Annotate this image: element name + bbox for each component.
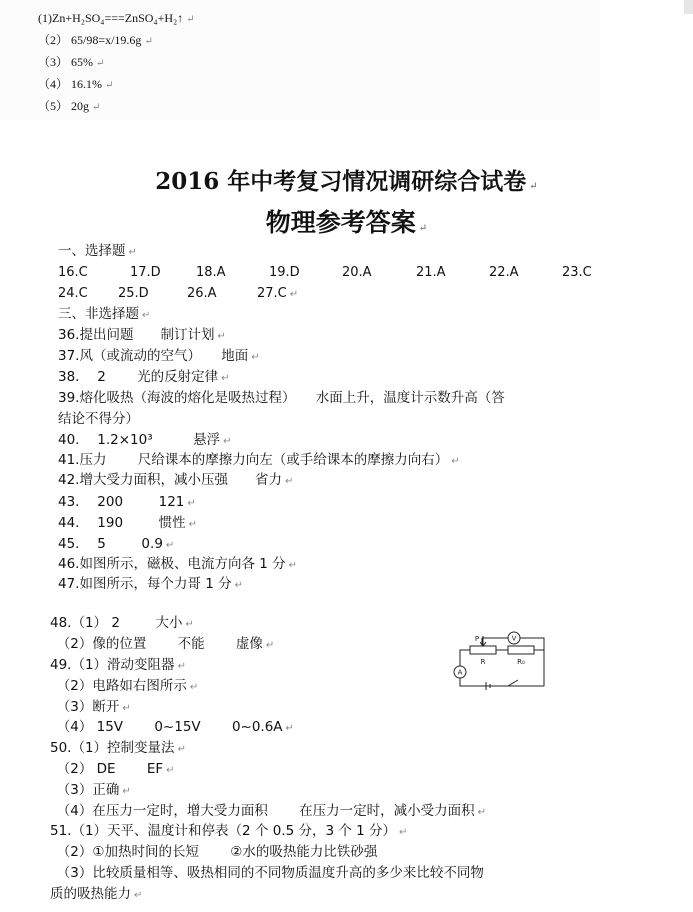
answer-line: 41.压力 尺给课本的摩擦力向左（或手给课本的摩擦力向右） ↵ (58, 452, 460, 468)
answer-line: 质的吸热能力 ↵ (50, 886, 143, 902)
answer-line: 47.如图所示，每个力哥 1 分 ↵ (58, 576, 244, 592)
chem-answer-5: （5） 20g ↵ (38, 99, 101, 113)
answer-line: （3）正确 ↵ (50, 782, 131, 798)
answer-line: （4）在压力一定时，增大受力面积 在压力一定时，减小受力面积 ↵ (50, 803, 487, 819)
chem-answer-4: （4） 16.1% ↵ (38, 77, 114, 91)
answer-line: 43. 200 121 ↵ (58, 494, 196, 510)
answer-line: 39.熔化吸热（海波的熔化是吸热过程） 水面上升，温度计示数升高（答 (58, 390, 505, 406)
answer-line: 48.（1） 2 大小 ↵ (50, 615, 194, 631)
section-heading-nonchoice: 三、非选择题 ↵ (58, 306, 151, 322)
answer-line: 45. 5 0.9 ↵ (58, 536, 175, 552)
resistor-r (470, 646, 496, 654)
answer-line: 40. 1.2×10³ 悬浮 ↵ (58, 432, 232, 448)
answer-line: 36.提出问题 制订计划 ↵ (58, 327, 226, 343)
answer-line: 49.（1）滑动变阻器 ↵ (50, 657, 186, 673)
answer-line: （4） 15V 0~15V 0~0.6A ↵ (50, 719, 294, 735)
choice-answer: 19.D (269, 265, 300, 280)
choice-answer: 23.C (562, 265, 592, 280)
answer-line: 结论不得分） (58, 411, 139, 427)
answer-line: 46.如图所示，磁极、电流方向各 1 分 ↵ (58, 556, 298, 572)
voltmeter-label: V (511, 634, 517, 643)
choice-answer: 25.D (118, 286, 149, 301)
answer-line: 37.风（或流动的空气） 地面 ↵ (58, 348, 260, 364)
chem-answer-1: (1)Zn+H₂SO₄===ZnSO₄+H₂↑ ↵ (38, 11, 195, 25)
resistor-r-label: R (480, 658, 486, 666)
answer-line: 51.（1）天平、温度计和停表（2 个 0.5 分，3 个 1 分） ↵ (50, 823, 408, 839)
document-subtitle: 物理参考答案 ↵ (265, 208, 428, 237)
choice-answer: 20.A (342, 265, 372, 280)
resistor-r0-label: R₀ (517, 658, 525, 666)
choice-answer: 17.D (130, 265, 161, 280)
choice-answer: 22.A (489, 265, 519, 280)
section-heading-choice: 一、选择题 ↵ (58, 243, 137, 259)
answer-line: （3）断开 ↵ (50, 699, 131, 715)
resistor-r0 (508, 646, 534, 654)
scrollbar-thumb[interactable] (684, 0, 693, 14)
answer-line: （2）电路如右图所示 ↵ (50, 678, 199, 694)
ammeter-label: A (457, 668, 463, 677)
answer-line: （2） DE EF ↵ (50, 761, 175, 777)
choice-answer: 16.C (58, 265, 88, 280)
answer-line: 44. 190 惯性 ↵ (58, 515, 198, 531)
choice-answer: 21.A (416, 265, 446, 280)
document-title: 2016 年中考复习情况调研综合试卷 ↵ (155, 168, 538, 195)
answer-line: 38. 2 光的反射定律 ↵ (58, 369, 230, 385)
answer-line: （2）①加热时间的长短 ②水的吸热能力比铁砂强 (50, 844, 378, 860)
choice-answer: 26.A (187, 286, 217, 301)
answer-line: 42.增大受力面积，减小压强 省力 ↵ (58, 472, 294, 488)
circuit-diagram (446, 628, 552, 692)
pointer-label: P (474, 635, 480, 643)
answer-line: 50.（1）控制变量法 ↵ (50, 740, 186, 756)
answer-line: （2）像的位置 不能 虚像 ↵ (50, 636, 275, 652)
chem-answer-3: （3） 65% ↵ (38, 55, 105, 69)
choice-answer: 18.A (196, 265, 226, 280)
chem-answer-2: （2） 65/98=x/19.6g ↵ (38, 33, 153, 47)
choice-answer: 27.C ↵ (257, 286, 299, 301)
answer-line: （3）比较质量相等、吸热相同的不同物质温度升高的多少来比较不同物 (50, 865, 484, 881)
choice-answer: 24.C (58, 286, 88, 301)
